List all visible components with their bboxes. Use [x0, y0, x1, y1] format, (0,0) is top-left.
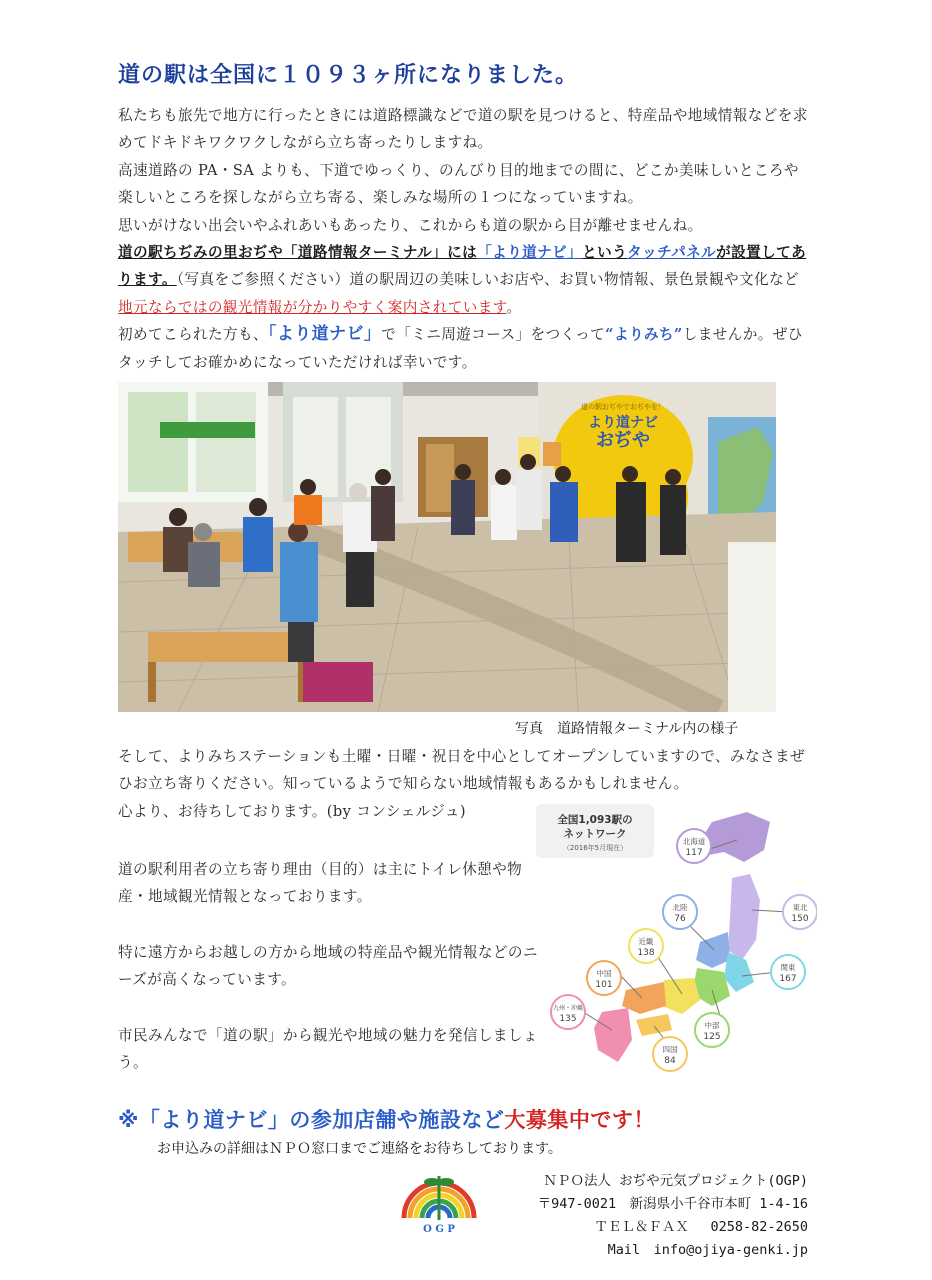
address: 〒947-0021 新潟県小千谷市本町 1-4-16	[537, 1196, 808, 1212]
map-title-1: 全国1,093駅の	[557, 814, 633, 826]
tel-fax: ＴＥＬ＆ＦＡＸ 0258-82-2650	[594, 1219, 808, 1235]
region-name: 東北	[792, 903, 808, 912]
mini-course-text: で「ミニ周遊コース」をつくって	[381, 326, 606, 344]
recruitment-banner	[118, 1104, 655, 1134]
region-count: 125	[703, 1032, 721, 1042]
region-count: 135	[559, 1014, 577, 1024]
japan-map-svg	[532, 800, 817, 1080]
ogp-logo	[400, 1168, 478, 1234]
intro-paragraph-1: 私たちも旅先で地方に行ったときには道路標識などで道の駅を見つけると、特産品や地域情報などを求めてドキドキワクワクしながら立ち寄ったりしますね。	[118, 107, 808, 152]
installed-text: が設置してあります。	[118, 244, 807, 289]
left-column-text	[118, 856, 538, 1104]
intro-paragraph-5	[118, 321, 808, 376]
region-chugoku-shape	[622, 982, 666, 1014]
region-name: 中部	[704, 1021, 720, 1030]
region-name: 関東	[780, 963, 796, 972]
page-title: 道の駅は全国に１０９３ヶ所になりました。	[118, 63, 579, 88]
region-name: 近畿	[638, 937, 654, 946]
touch-panel-text: タッチパネル	[627, 244, 717, 262]
contact-block	[508, 1170, 808, 1262]
map-title-2: ネットワーク	[563, 828, 627, 840]
email-address: Mail info@ojiya-genki.jp	[607, 1242, 808, 1258]
region-name: 中国	[596, 969, 612, 978]
region-count: 167	[779, 974, 797, 984]
region-name: 四国	[662, 1045, 678, 1054]
terminal-photo	[118, 382, 776, 712]
terminal-photo-illustration	[118, 382, 776, 712]
first-time-text: 初めてこられた方も、	[118, 326, 268, 344]
region-count: 138	[637, 948, 655, 958]
yorimichi-quote: “よりみち”	[605, 326, 683, 344]
sign-small-text: 道の駅おぢやでおぢやを！	[581, 403, 665, 411]
map-date: （2016年5月現在）	[562, 844, 628, 852]
region-count: 76	[674, 914, 686, 924]
after-paragraph-1: そして、よりみちステーションも土曜・日曜・祝日を中心としてオープンしていますので、みなさまぜひお立ち寄りください。知っているようで知らない地域情報もあるかもしれません。	[118, 748, 805, 793]
region-hokkaido-shape	[702, 812, 770, 862]
region-shikoku-shape	[636, 1014, 672, 1036]
intro-paragraph-4	[118, 239, 808, 321]
region-count: 117	[685, 848, 703, 858]
intro-paragraph-2: 高速道路の PA・SA よりも、下道でゆっくり、のんびり目的地までの間に、どこか美味しいところや楽しいところを探しながら立ち寄る、楽しみな場所の１つになっていますね。	[118, 161, 799, 207]
photo-caption: 写真 道路情報ターミナル内の様子	[515, 721, 739, 737]
sign-main-text-1: より道ナビ	[588, 415, 658, 431]
region-kanto-shape	[724, 952, 754, 992]
region-name: 九州・沖縄	[552, 1005, 584, 1012]
banner-text: ※「より道ナビ」の参加店舗や施設など	[118, 1108, 505, 1132]
region-kyushu-shape	[594, 1008, 632, 1062]
invite-text: しませんか。ぜひタッチしてお確かめになっていただければ幸いです。	[118, 326, 803, 371]
yorimichi-navi-link: 「より道ナビ」	[477, 244, 583, 262]
after-paragraph-2: 心より、お待ちしております。(by コンシェルジュ)	[118, 802, 467, 820]
region-name: 北陸	[672, 903, 688, 912]
photo-ref-text: （写真をご参照ください）道の駅周辺の美味しいお店や、お買い物情報、景色景観や文化など	[176, 271, 799, 289]
period: 。	[506, 298, 522, 316]
region-count: 150	[791, 914, 809, 924]
call-to-action-paragraph: 市民みんなで「道の駅」から観光や地域の魅力を発信しましょう。	[118, 1026, 538, 1072]
region-circles	[551, 829, 817, 1071]
terminal-highlight: 道の駅ちぢみの里おぢや「道路情報ターミナル」には	[118, 244, 478, 262]
japan-network-map	[532, 800, 817, 1080]
yorimichi-navi-emph: 「より道ナビ」	[267, 324, 382, 345]
region-count: 84	[664, 1056, 676, 1066]
application-note: お申込みの詳細はＮＰＯ窓口までご連絡をお待ちしております。	[157, 1141, 562, 1157]
region-name: 北海道	[682, 837, 706, 846]
intro-paragraph-3: 思いがけない出会いやふれあいもあったり、これからも道の駅から目が離せませんね。	[118, 216, 703, 234]
sign-main-text-2: おぢや	[596, 430, 650, 451]
local-info-highlight: 地元ならではの観光情報が分かりやすく案内されています	[118, 298, 507, 316]
needs-paragraph: 特に遠方からお越しの方から地域の特産品や観光情報などのニーズが高くなっています。	[118, 943, 538, 989]
reason-paragraph: 道の駅利用者の立ち寄り理由（目的）は主にトイレ休憩や物産・地域観光情報となっております。	[118, 861, 523, 906]
banner-highlight: 大募集中です！	[504, 1108, 655, 1132]
toiu-text: という	[582, 244, 628, 262]
region-count: 101	[595, 980, 613, 990]
region-kinki-shape	[662, 978, 700, 1014]
region-tohoku-shape	[728, 874, 760, 960]
org-name: ＮＰＯ法人 おぢや元気プロジェクト(OGP)	[543, 1173, 808, 1189]
logo-text: O G P	[423, 1224, 455, 1234]
intro-text	[118, 102, 808, 376]
